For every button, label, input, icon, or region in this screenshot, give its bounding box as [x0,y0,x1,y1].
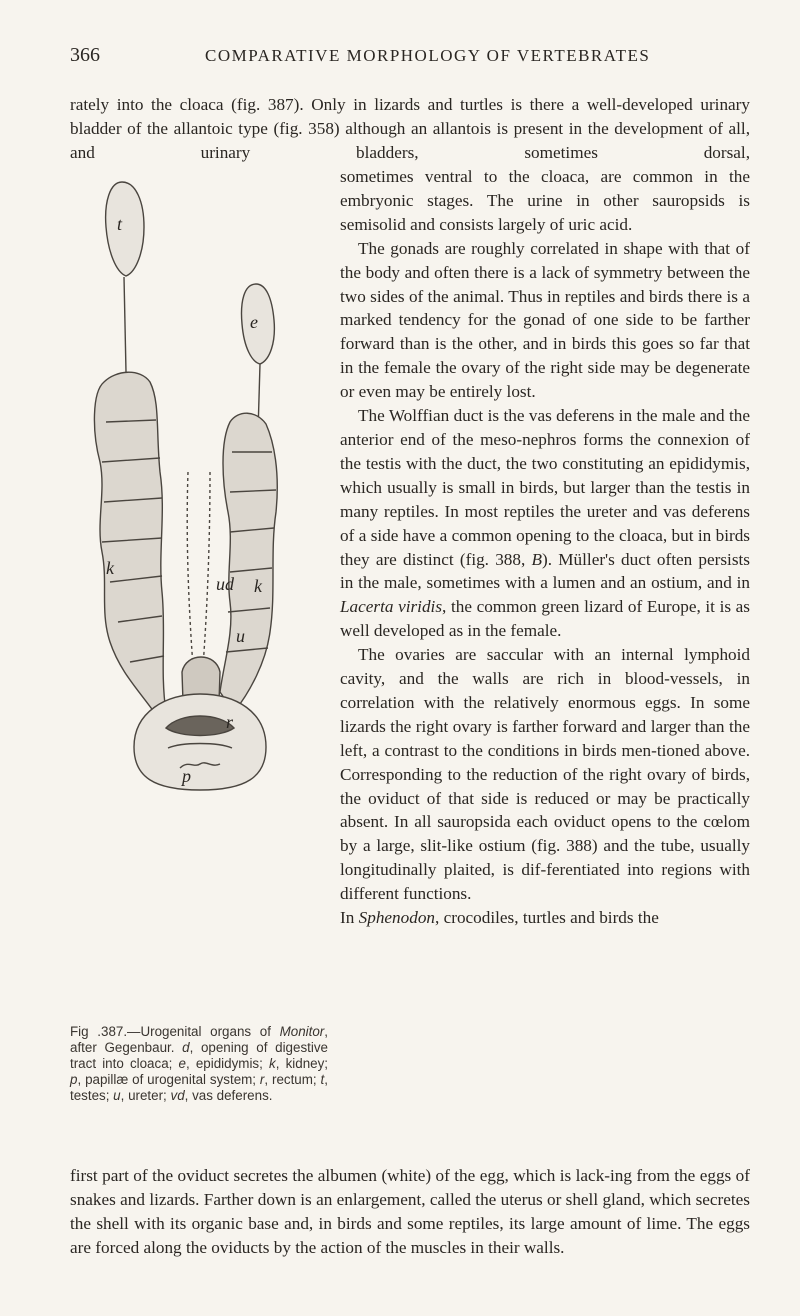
label-r: r [226,712,234,732]
page-header [70,44,750,74]
genus-name: Sphenodon [358,908,436,928]
paragraph-oviduct: first part of the oviduct secretes the albumen (white) of the egg, which is lack-ing from the eggs of snakes and lizards. Farther down is an enlargement, called the uterus or shell gland, which secretes the shell with its organic base and, in birds and some reptiles, its large amount of lime. The eggs are forced along the oviducts by the action of the muscles in their walls. [70,1166,750,1257]
label-ud: ud [216,574,234,594]
body-text-bottom [70,1164,750,1260]
body-text-right-column [340,165,750,930]
label-k-right: k [254,576,262,596]
label-e: e [250,312,258,332]
label-t: t [117,214,123,234]
paragraph-gonads: The gonads are roughly correlated in shape with that of the body and often there is a lack of symmetry between the two sides of the animal. Thus in reptiles and birds there is a marked tendency for the gonad of one side to be farther forward than is the other, and in birds this goes so far that in the female the ovary of the right side may be degenerate or even may be entirely lost. [340,238,750,402]
label-p: p [182,766,191,786]
body-text-top [70,93,750,165]
page-number: 366 [70,44,100,66]
paragraph-wolffian-duct: The Wolffian duct is the vas deferens in the male and the anterior end of the meso-nephros forms the connexion of the testis with the duct, the two constituting an epididymis, which usually is small in birds, but larger than the testis in many reptiles. In most reptiles the ureter and vas deferens of a side have a common opening to the cloaca, but in birds they are distinct (fig. 388, B). Müller's duct often persists in the male, sometimes with a lumen and an ostium, and in Lacerta viridis, the common green lizard of Europe, it is as well developed as in the female. [340,406,750,641]
figure-387 [70,172,328,992]
running-head: COMPARATIVE MORPHOLOGY OF VERTEBRATES [205,46,651,65]
paragraph-urine: sometimes ventral to the cloaca, are common in the embryonic stages. The urine in other sauropsids is semisolid and consists largely of uric acid. [340,167,750,234]
species-name: Lacerta viridis [340,597,443,617]
figure-caption: Fig .387.—Urogenital organs of Monitor, after Gegenbaur. d, opening of digestive tract into cloaca; e, epididymis; k, kidney; p, papillæ of urogenital system; r, rectum; t, testes; u, ureter; vd, vas deferens. [70,1024,329,1103]
paragraph-top: rately into the cloaca (fig. 387). Only in lizards and turtles is there a well-developed urinary bladder of the allantoic type (fig. 358) although an allantois is present in the development of all, and urinary bladders, sometimes dorsal, [70,95,750,162]
caption-genus: Monitor [279,1024,325,1039]
paragraph-ovaries: The ovaries are saccular with an internal lymphoid cavity, and the walls are rich in blood-vessels, in correlation with the relatively enormous eggs. In some lizards the right ovary is farther forward and larger than the left, a contrast to the conditions in birds men-tioned above. Corresponding to the reduction of the right ovary of birds, the oviduct of that side is reduced or may be practically absent. In all sauropsida each oviduct opens to the cœlom by a large, slit-like ostium (fig. 388) and the tube, usually longitudinally plaited, is dif-ferentiated into regions with different functions. In Sphenodon, crocodiles, turtles and birds the [340,645,750,928]
label-u: u [236,626,245,646]
urogenital-organs-illustration [70,172,328,792]
label-k-left: k [106,558,114,578]
